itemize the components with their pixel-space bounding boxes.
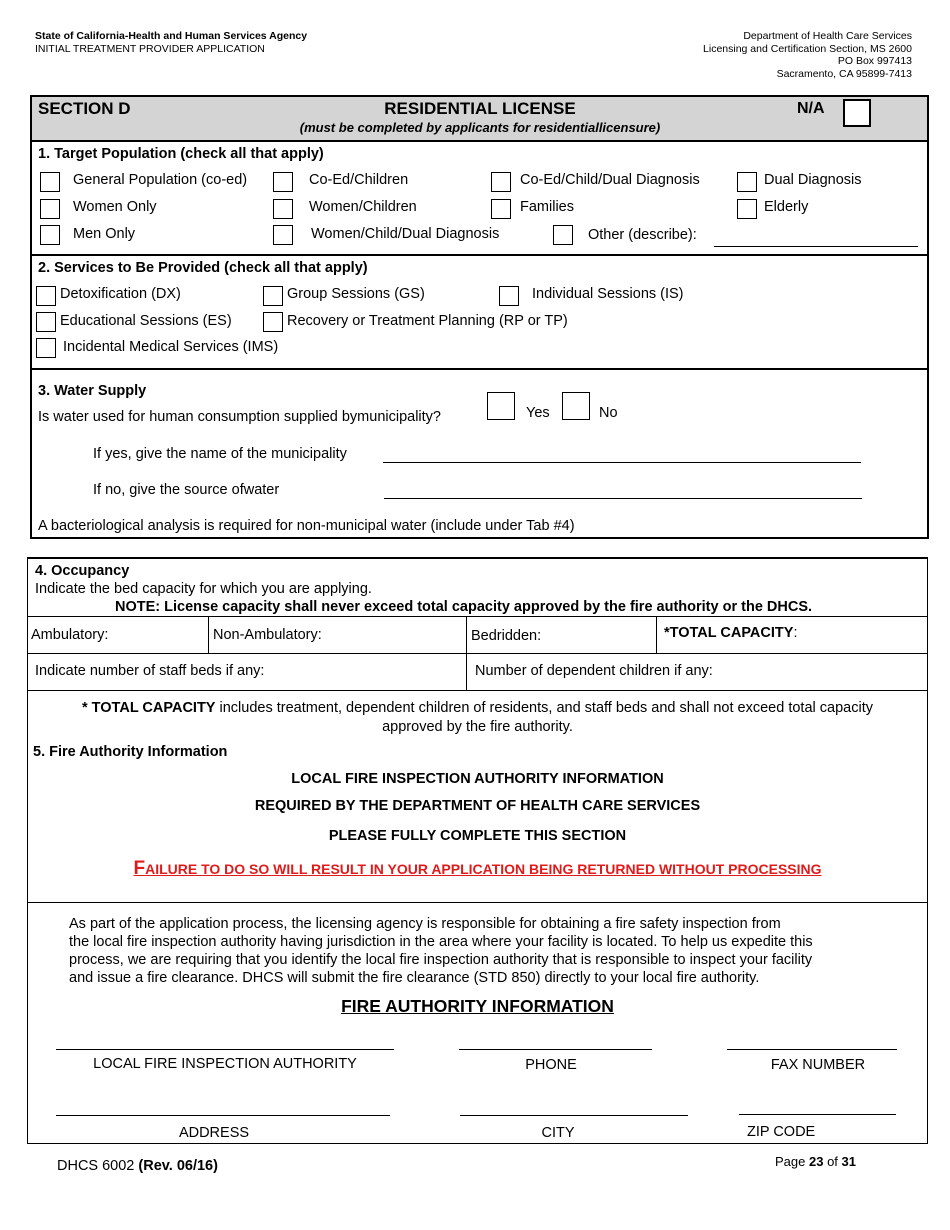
label-staff-beds: Indicate number of staff beds if any:	[35, 663, 265, 679]
occupancy-note: NOTE: License capacity shall never exceed total capacity approved by the fire authority or the DHCS.	[115, 599, 813, 615]
other-describe-field[interactable]	[714, 246, 918, 247]
label-general-population: General Population (co-ed)	[73, 172, 248, 188]
fire-warning-rest: AILURE TO DO SO WILL RESULT IN YOUR APPLICATION BEING RETURNED WITHOUT PROCESSING	[145, 861, 822, 877]
city-zip: Sacramento, CA 95899-7413	[776, 67, 912, 80]
na-label: N/A	[797, 100, 825, 117]
divider	[208, 616, 209, 653]
label-coed-child-dual: Co-Ed/Child/Dual Diagnosis	[520, 172, 700, 188]
section-ms: Licensing and Certification Section, MS 2600	[703, 42, 912, 55]
page-total: 31	[841, 1154, 856, 1169]
checkbox-women-child-dual[interactable]	[273, 225, 293, 245]
checkbox-group-sessions[interactable]	[263, 286, 283, 306]
label-men-only: Men Only	[73, 226, 136, 242]
fire-line-1: LOCAL FIRE INSPECTION AUTHORITY INFORMATION	[291, 771, 664, 787]
fire-paragraph-3: process, we are requiring that you identify the local fire inspection authority that is responsible to inspect your facility	[69, 952, 813, 968]
label-municipality: If yes, give the name of the municipality	[93, 446, 347, 462]
section-d-label: SECTION D	[38, 99, 131, 118]
checkbox-coed-child-dual[interactable]	[491, 172, 511, 192]
zip-field[interactable]	[739, 1114, 896, 1115]
checkbox-incidental-medical[interactable]	[36, 338, 56, 358]
fire-warning	[27, 858, 928, 880]
of-word: of	[823, 1154, 842, 1169]
label-city: CITY	[541, 1125, 575, 1141]
page-word: Page	[775, 1154, 809, 1169]
authority-field[interactable]	[56, 1049, 394, 1050]
label-total-capacity	[664, 625, 797, 641]
label-families: Families	[520, 199, 574, 215]
page-header-right	[703, 30, 912, 80]
fire-line-3: PLEASE FULLY COMPLETE THIS SECTION	[328, 828, 627, 844]
checkbox-other[interactable]	[553, 225, 573, 245]
divider	[32, 368, 927, 370]
label-incidental-medical: Incidental Medical Services (IMS)	[63, 339, 279, 355]
water-heading: 3. Water Supply	[38, 383, 147, 399]
checkbox-dual-diagnosis[interactable]	[737, 172, 757, 192]
fire-warning-first: F	[133, 858, 146, 879]
label-recovery-planning: Recovery or Treatment Planning (RP or TP)	[287, 313, 568, 329]
section-d-title: RESIDENTIAL LICENSE	[384, 99, 576, 118]
divider	[27, 616, 928, 617]
divider	[27, 653, 928, 654]
label-dual-diagnosis: Dual Diagnosis	[764, 172, 862, 188]
footer-form-number	[57, 1158, 218, 1174]
checkbox-coed-children[interactable]	[273, 172, 293, 192]
fire-info-title: FIRE AUTHORITY INFORMATION	[341, 996, 614, 1016]
label-bedridden: Bedridden:	[471, 628, 542, 644]
form-number: DHCS 6002	[57, 1158, 139, 1174]
label-water-no: No	[599, 405, 618, 421]
capacity-note-bold: * TOTAL CAPACITY	[82, 700, 216, 716]
divider	[27, 690, 928, 691]
checkbox-men-only[interactable]	[40, 225, 60, 245]
label-authority: LOCAL FIRE INSPECTION AUTHORITY	[93, 1056, 357, 1072]
city-field[interactable]	[460, 1115, 688, 1116]
checkbox-individual-sessions[interactable]	[499, 286, 519, 306]
form-revision: (Rev. 06/16)	[138, 1158, 218, 1174]
label-women-child-dual: Women/Child/Dual Diagnosis	[311, 226, 500, 242]
capacity-note-text: includes treatment, dependent children of residents, and staff beds and shall not exceed total capacity	[215, 700, 873, 716]
occupancy-heading: 4. Occupancy	[35, 563, 130, 579]
fire-paragraph-2: the local fire inspection authority having jurisdiction in the area where your facility is located. To help us expedite this	[69, 934, 813, 950]
fax-field[interactable]	[727, 1049, 897, 1050]
address-field[interactable]	[56, 1115, 390, 1116]
label-fax: FAX NUMBER	[770, 1057, 866, 1073]
label-educational: Educational Sessions (ES)	[60, 313, 232, 329]
page-num: 23	[808, 1154, 824, 1169]
water-source-field[interactable]	[384, 498, 862, 499]
target-population-heading: 1. Target Population (check all that apply)	[38, 146, 324, 162]
label-women-only: Women Only	[73, 199, 157, 215]
municipality-field[interactable]	[383, 462, 861, 463]
water-question: Is water used for human consumption supplied bymunicipality?	[38, 409, 441, 425]
capacity-note-line1	[27, 700, 928, 716]
checkbox-families[interactable]	[491, 199, 511, 219]
label-coed-children: Co-Ed/Children	[309, 172, 409, 188]
phone-field[interactable]	[459, 1049, 652, 1050]
total-capacity-colon: :	[793, 625, 798, 641]
na-checkbox[interactable]	[843, 99, 871, 127]
agency-name: State of California-Health and Human Services Agency	[35, 30, 308, 42]
label-zip: ZIP CODE	[747, 1124, 816, 1140]
checkbox-educational[interactable]	[36, 312, 56, 332]
checkbox-general-population[interactable]	[40, 172, 60, 192]
divider	[27, 902, 928, 903]
po-box: PO Box 997413	[837, 55, 912, 67]
fire-line-2: REQUIRED BY THE DEPARTMENT OF HEALTH CARE SERVICES	[254, 798, 701, 814]
label-dependent-children: Number of dependent children if any:	[475, 663, 713, 679]
occupancy-instruction: Indicate the bed capacity for which you are applying.	[35, 581, 372, 597]
label-group-sessions: Group Sessions (GS)	[287, 286, 425, 302]
divider	[27, 1143, 928, 1144]
label-individual-sessions: Individual Sessions (IS)	[532, 286, 684, 302]
label-non-ambulatory: Non-Ambulatory:	[213, 627, 322, 643]
label-water-source: If no, give the source ofwater	[93, 482, 280, 498]
fire-paragraph-1: As part of the application process, the licensing agency is responsible for obtaining a fire safety inspection from	[69, 916, 781, 932]
checkbox-women-only[interactable]	[40, 199, 60, 219]
fire-heading: 5. Fire Authority Information	[33, 744, 228, 760]
checkbox-women-children[interactable]	[273, 199, 293, 219]
label-phone: PHONE	[525, 1057, 577, 1073]
capacity-note-line2: approved by the fire authority.	[382, 719, 573, 735]
label-ambulatory: Ambulatory:	[31, 627, 109, 643]
water-note: A bacteriological analysis is required for non-municipal water (include under Tab #4)	[38, 518, 575, 534]
page-header-left	[35, 30, 307, 56]
total-capacity-text: *TOTAL CAPACITY	[664, 625, 794, 641]
footer-page-number	[775, 1154, 856, 1169]
divider	[32, 254, 927, 256]
section-d-subtitle: (must be completed by applicants for residentiallicensure)	[299, 120, 661, 135]
checkbox-recovery-planning[interactable]	[263, 312, 283, 332]
label-address: ADDRESS	[178, 1125, 250, 1141]
label-detox: Detoxification (DX)	[60, 286, 181, 302]
divider	[656, 616, 657, 653]
label-other: Other (describe):	[588, 227, 697, 243]
label-water-yes: Yes	[526, 405, 550, 421]
services-heading: 2. Services to Be Provided (check all that apply)	[38, 260, 368, 276]
fire-paragraph-4: and issue a fire clearance. DHCS will submit the fire clearance (STD 850) directly to your local fire authority.	[69, 970, 760, 986]
checkbox-detox[interactable]	[36, 286, 56, 306]
label-elderly: Elderly	[764, 199, 809, 215]
form-title: INITIAL TREATMENT PROVIDER APPLICATION	[35, 43, 265, 55]
dept-name: Department of Health Care Services	[743, 30, 912, 42]
checkbox-water-no[interactable]	[562, 392, 590, 420]
checkbox-elderly[interactable]	[737, 199, 757, 219]
checkbox-water-yes[interactable]	[487, 392, 515, 420]
label-women-children: Women/Children	[309, 199, 417, 215]
